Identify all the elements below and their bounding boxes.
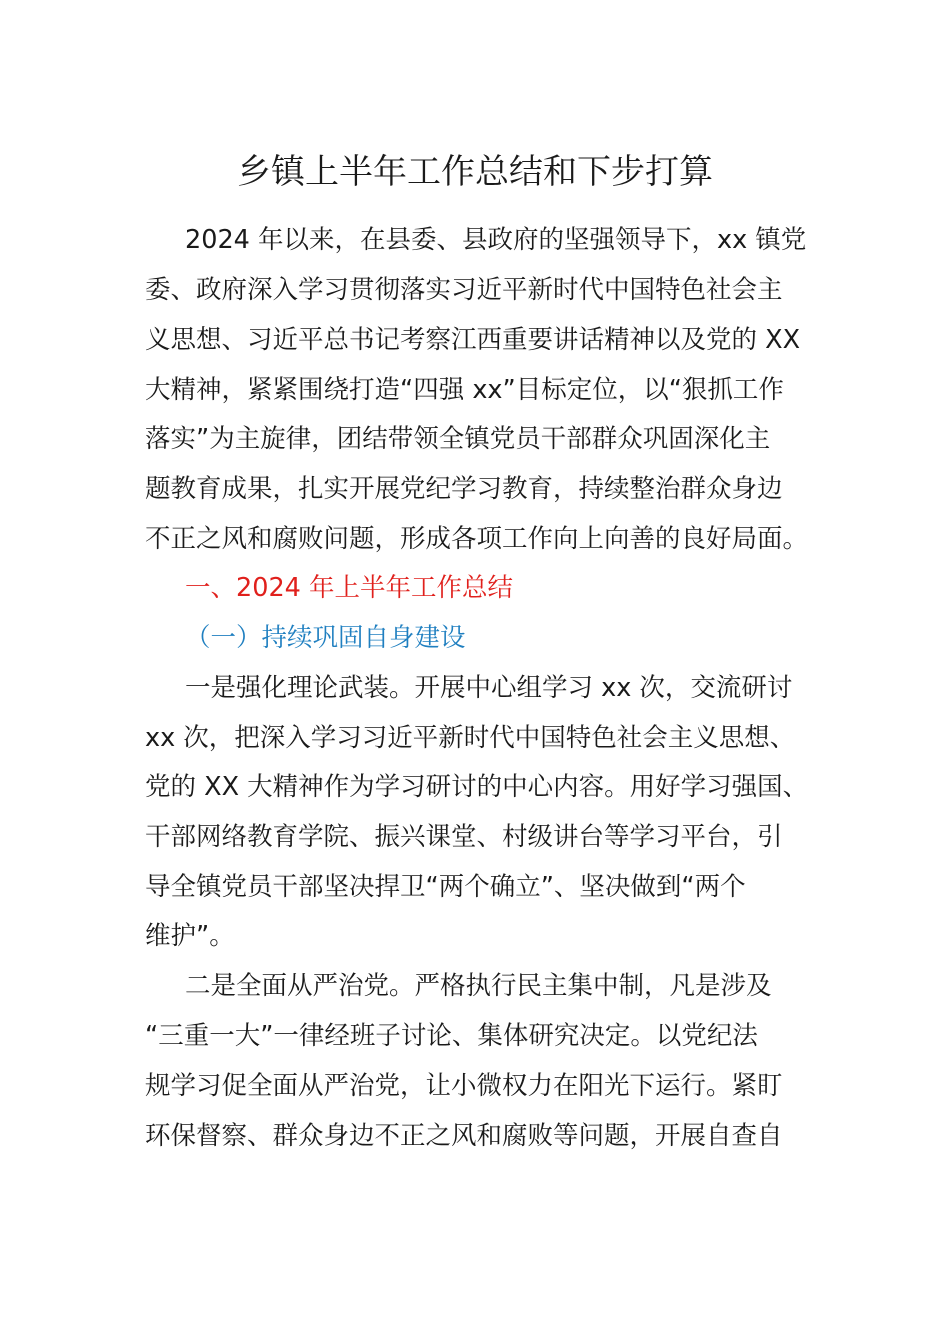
subsection-heading: （一）持续巩固自身建设	[185, 623, 466, 653]
paragraph-line: 一是强化理论武装。开展中心组学习 xx 次，交流研讨	[185, 673, 793, 703]
paragraph-line: 规学习促全面从严治党，让小微权力在阳光下运行。紧盯	[145, 1071, 783, 1101]
intro-line: 大精神，紧紧围绕打造“四强 xx”目标定位，以“狠抓工作	[145, 375, 784, 405]
paragraph-line: 二是全面从严治党。严格执行民主集中制，凡是涉及	[185, 971, 772, 1001]
paragraph-line: xx 次，把深入学习习近平新时代中国特色社会主义思想、	[145, 723, 796, 753]
paragraph-line: 党的 XX 大精神作为学习研讨的中心内容。用好学习强国、	[145, 772, 809, 802]
paragraph-line: 环保督察、群众身边不正之风和腐败等问题，开展自查自	[145, 1121, 783, 1151]
section-heading: 一、2024 年上半年工作总结	[185, 573, 514, 603]
paragraph-line: “三重一大”一律经班子讨论、集体研究决定。以党纪法	[145, 1021, 758, 1051]
paragraph-line: 维护”。	[145, 921, 235, 951]
intro-line: 2024 年以来，在县委、县政府的坚强领导下，xx 镇党	[185, 225, 807, 255]
paragraph-line: 干部网络教育学院、振兴课堂、村级讲台等学习平台，引	[145, 822, 783, 852]
document-title: 乡镇上半年工作总结和下步打算	[237, 152, 713, 192]
intro-line: 委、政府深入学习贯彻落实习近平新时代中国特色社会主	[145, 275, 783, 305]
paragraph-line: 导全镇党员干部坚决捍卫“两个确立”、坚决做到“两个	[145, 872, 746, 902]
intro-line: 落实”为主旋律，团结带领全镇党员干部群众巩固深化主	[145, 424, 771, 454]
intro-line: 不正之风和腐败问题，形成各项工作向上向善的良好局面。	[145, 524, 809, 554]
intro-line: 题教育成果，扎实开展党纪学习教育，持续整治群众身边	[145, 474, 783, 504]
intro-line: 义思想、习近平总书记考察江西重要讲话精神以及党的 XX	[145, 325, 801, 355]
